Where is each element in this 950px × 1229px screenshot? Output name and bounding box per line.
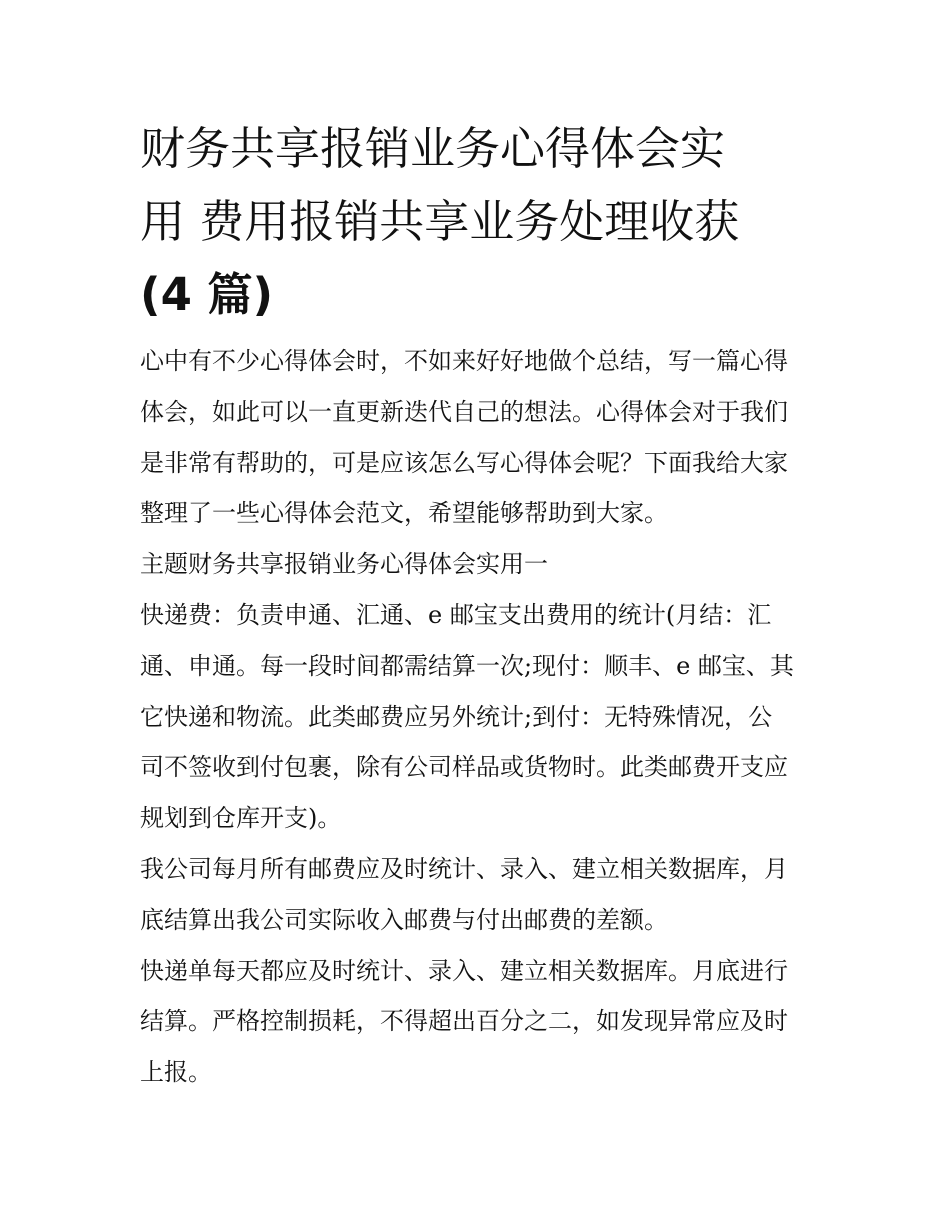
document-content	[140, 112, 812, 1098]
text-line: 结算。严格控制损耗，不得超出百分之二，如发现异常应及时	[140, 1007, 788, 1036]
text-line: 它快递和物流。此类邮费应另外统计;到付：无特殊情况，公	[140, 702, 773, 731]
document-body	[140, 336, 812, 1098]
text-line: 整理了一些心得体会范文，希望能够帮助到大家。	[140, 499, 668, 528]
title-line: 财务共享报销业务心得体会实	[140, 122, 726, 175]
text-line: 底结算出我公司实际收入邮费与付出邮费的差额。	[140, 905, 668, 934]
text-line: 快递费：负责申通、汇通、e 邮宝支出费用的统计(月结：汇	[140, 600, 772, 629]
title-line: (4 篇)	[140, 268, 274, 321]
express-fee-paragraph	[140, 590, 812, 844]
waybill-paragraph	[140, 946, 812, 1098]
text-line: 是非常有帮助的，可是应该怎么写心得体会呢？下面我给大家	[140, 448, 788, 477]
text-line: 上报。	[140, 1058, 212, 1087]
text-line: 快递单每天都应及时统计、录入、建立相关数据库。月底进行	[140, 956, 788, 985]
section-heading	[140, 539, 812, 590]
text-line: 规划到仓库开支)。	[140, 804, 342, 833]
document-title	[140, 112, 812, 331]
title-line: 用 费用报销共享业务处理收获	[140, 195, 740, 248]
postage-stats-paragraph	[140, 844, 812, 946]
text-line: 主题财务共享报销业务心得体会实用一	[140, 550, 548, 579]
text-line: 我公司每月所有邮费应及时统计、录入、建立相关数据库，月	[140, 854, 788, 883]
intro-paragraph	[140, 336, 812, 539]
text-line: 通、申通。每一段时间都需结算一次;现付：顺丰、e 邮宝、其	[140, 651, 794, 680]
text-line: 心中有不少心得体会时，不如来好好地做个总结，写一篇心得	[140, 347, 788, 375]
text-line: 体会，如此可以一直更新迭代自己的想法。心得体会对于我们	[140, 397, 788, 426]
text-line: 司不签收到付包裹，除有公司样品或货物时。此类邮费开支应	[140, 753, 788, 782]
